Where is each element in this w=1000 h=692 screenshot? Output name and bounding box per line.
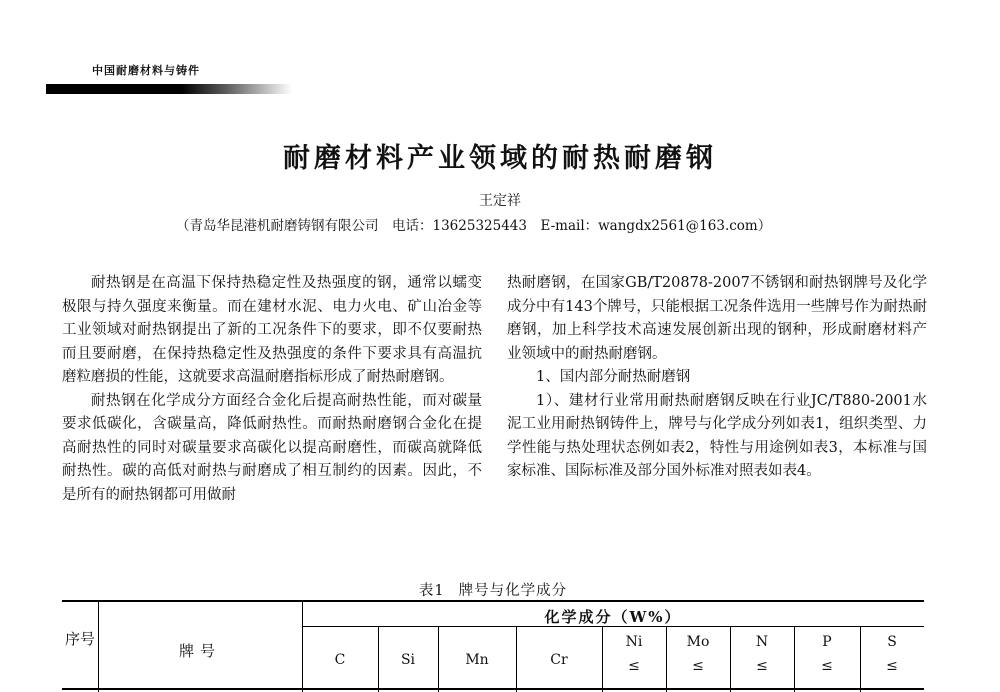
journal-name: 中国耐磨材料与铸件 xyxy=(92,64,200,77)
table-number: 表1 xyxy=(418,583,445,599)
article-author: 王定祥 xyxy=(479,193,521,209)
header-element-ni: Ni xyxy=(625,634,643,650)
le-sign: ≤ xyxy=(628,658,640,674)
header-element-si: Si xyxy=(400,652,416,668)
table-divider xyxy=(98,600,99,692)
header-element-mn: Mn xyxy=(465,652,489,668)
header-element-mo: Mo xyxy=(686,634,710,650)
header-element-n: N xyxy=(755,634,769,650)
paragraph: 热耐磨钢，在国家GB/T20878-2007不锈钢和耐热钢牌号及化学成分中有143个牌号，只能根据工况条件选用一些牌号作为耐热耐磨钢，加上科学技术高速发展创新出现的钢种，形成耐磨材料产业领域中的耐热耐磨钢。 xyxy=(507,275,927,362)
table-title: 牌号与化学成分 xyxy=(458,583,568,599)
table-caption xyxy=(0,579,1000,600)
author-affiliation: （青岛华昆港机耐磨铸钢有限公司 电话：13625325443 E-mail：wangdx2561@163.com） xyxy=(176,218,772,234)
header-seq: 序号 xyxy=(64,630,95,648)
paragraph: 1）、建材行业常用耐热耐磨钢反映在行业JC/T880-2001水泥工业用耐热钢铸件上，牌号与化学成分列如表1，组织类型、力学性能与热处理状态例如表2，特性与用途例如表3，本标准与国家标准、国际标准及部分国外标准对照表如表4。 xyxy=(507,392,927,479)
header-element-cr: Cr xyxy=(550,652,568,668)
chemical-composition-table xyxy=(62,600,924,692)
le-sign: ≤ xyxy=(821,658,833,674)
paragraph: 耐热钢在化学成分方面经合金化后提高耐热性能，而对碳量要求低碳化，含碳量高，降低耐热性。而耐热耐磨钢合金化在提高耐热性的同时对碳量要求高碳化以提高耐磨性，而碳高就降低耐热性。碳的高低对耐热与耐磨成了相互制约的因素。因此，不是所有的耐热钢都可用做耐 xyxy=(62,392,482,503)
left-column xyxy=(62,272,482,507)
header-element-s: S xyxy=(887,634,897,650)
right-column xyxy=(507,272,927,484)
paragraph: 耐热钢是在高温下保持热稳定性及热强度的钢，通常以蠕变极限与持久强度来衡量。而在建材水泥、电力火电、矿山冶金等工业领域对耐热钢提出了新的工况条件下的要求，即不仅要耐热而且要耐磨，在保持热稳定性及热强度的条件下要求具有高温抗磨粒磨损的性能，这就要求高温耐磨指标形成了耐热耐磨钢。 xyxy=(62,275,482,385)
le-sign: ≤ xyxy=(886,658,898,674)
header-grade: 牌号 xyxy=(178,642,221,660)
header-decorative-bar xyxy=(46,84,292,94)
le-sign: ≤ xyxy=(756,658,768,674)
header-element-p: P xyxy=(822,634,832,650)
article-title: 耐磨材料产业领域的耐热耐磨钢 xyxy=(283,143,717,174)
section-heading: 1、国内部分耐热耐磨钢 xyxy=(536,369,691,385)
le-sign: ≤ xyxy=(692,658,704,674)
table-top-rule xyxy=(62,600,924,602)
header-chemical-composition: 化学成分（W%） xyxy=(544,608,682,626)
header-element-c: C xyxy=(334,652,346,668)
